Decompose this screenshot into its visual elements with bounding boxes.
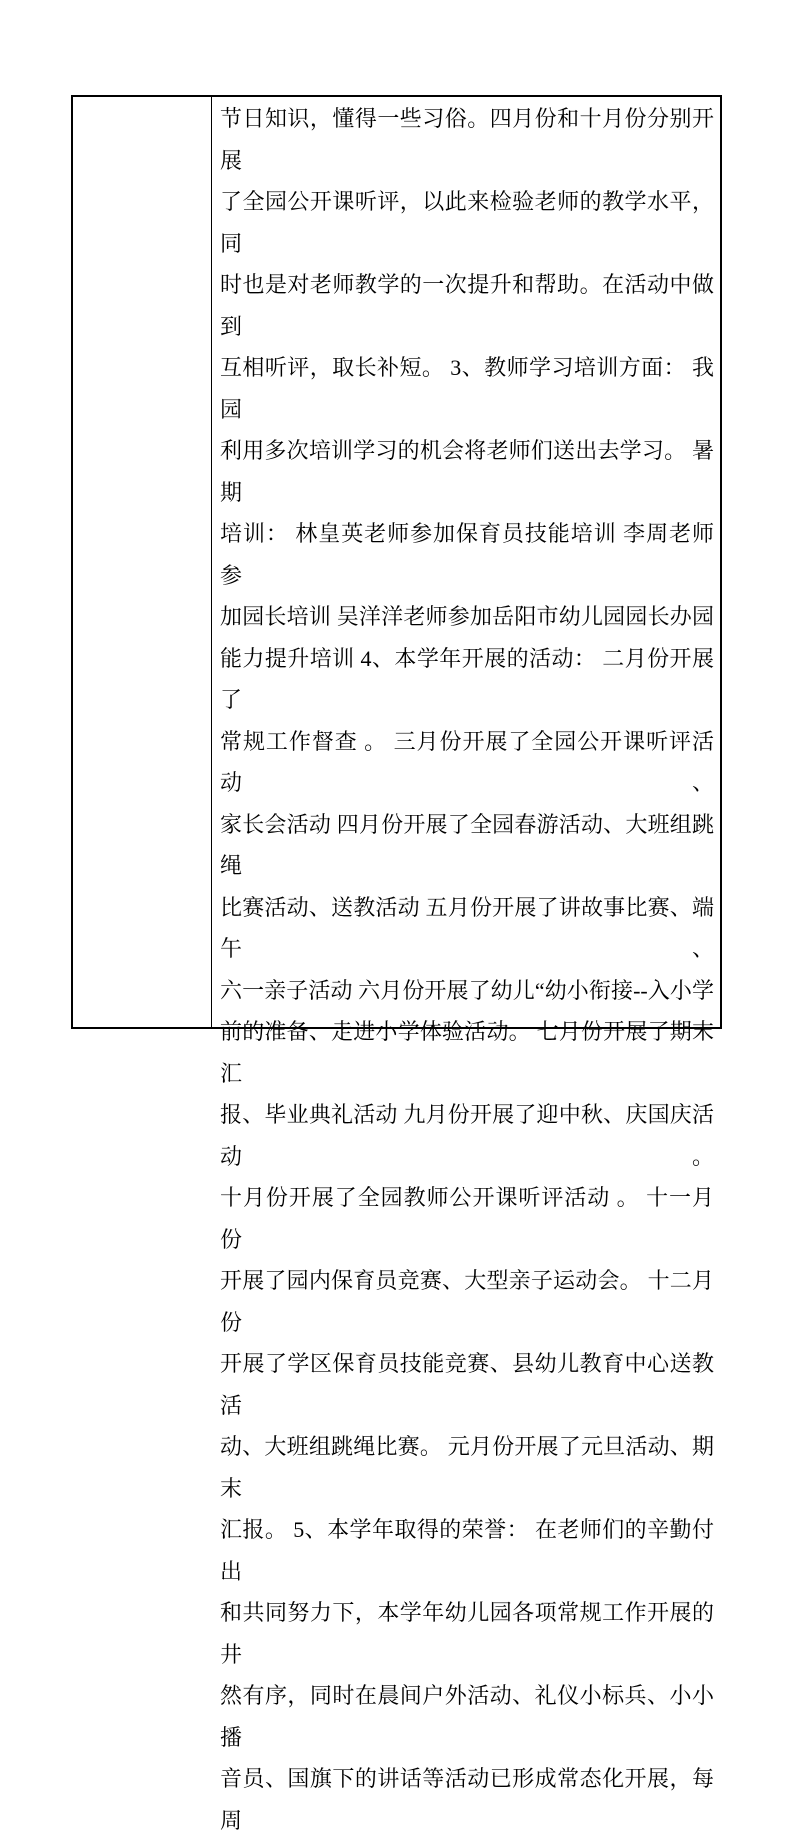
text-line: 节日知识，懂得一些习俗。四月份和十月份分别开展 [220,106,714,173]
text-line: 十月份开展了全园教师公开课听评活动 。 十一月份 [220,1185,714,1252]
text-line: 开展了学区保育员技能竞赛、县幼儿教育中心送教活 [220,1351,714,1418]
text-line: 了全园公开课听评，以此来检验老师的教学水平，同 [220,189,714,256]
text-line: 报、毕业典礼活动 九月份开展了迎中秋、庆国庆活动。 [220,1102,714,1169]
text-line: 音员、国旗下的讲话等活动已形成常态化开展，每周 [220,1766,714,1833]
text-line: 开展了园内保育员竞赛、大型亲子运动会。 十二月份 [220,1268,714,1335]
table-label-cell [73,97,212,1027]
text-line: 六一亲子活动 六月份开展了幼儿“幼小衔接--入小学 [220,977,714,1003]
text-line: 培训： 林皇英老师参加保育员技能培训 李周老师参 [220,521,714,588]
text-line: 家长会活动 四月份开展了全园春游活动、大班组跳绳 [220,811,714,878]
text-line: 汇报。 5、本学年取得的荣誉： 在老师们的辛勤付出 [220,1517,714,1584]
text-line: 和共同努力下，本学年幼儿园各项常规工作开展的井 [220,1600,714,1667]
text-line: 前的准备、走进小学体验活动。 七月份开展了期末汇 [220,1019,714,1086]
table-content-cell [212,97,720,1833]
text-line: 时也是对老师教学的一次提升和帮助。在活动中做到 [220,272,714,339]
text-line: 然有序，同时在晨间户外活动、礼仪小标兵、小小播 [220,1683,714,1750]
text-line: 互相听评，取长补短。 3、教师学习培训方面： 我园 [220,355,714,422]
text-line: 利用多次培训学习的机会将老师们送出去学习。 暑期 [220,438,714,505]
text-line: 动、大班组跳绳比赛。 元月份开展了元旦活动、期末 [220,1434,714,1501]
text-line: 加园长培训 吴洋洋老师参加岳阳市幼儿园园长办园 [220,604,714,629]
text-line: 能力提升培训 4、本学年开展的活动： 二月份开展了 [220,645,714,712]
text-line: 比赛活动、送教活动 五月份开展了讲故事比赛、端午、 [220,894,714,961]
report-table [71,95,722,1833]
text-line: 常规工作督查 。 三月份开展了全园公开课听评活动、 [220,728,714,795]
